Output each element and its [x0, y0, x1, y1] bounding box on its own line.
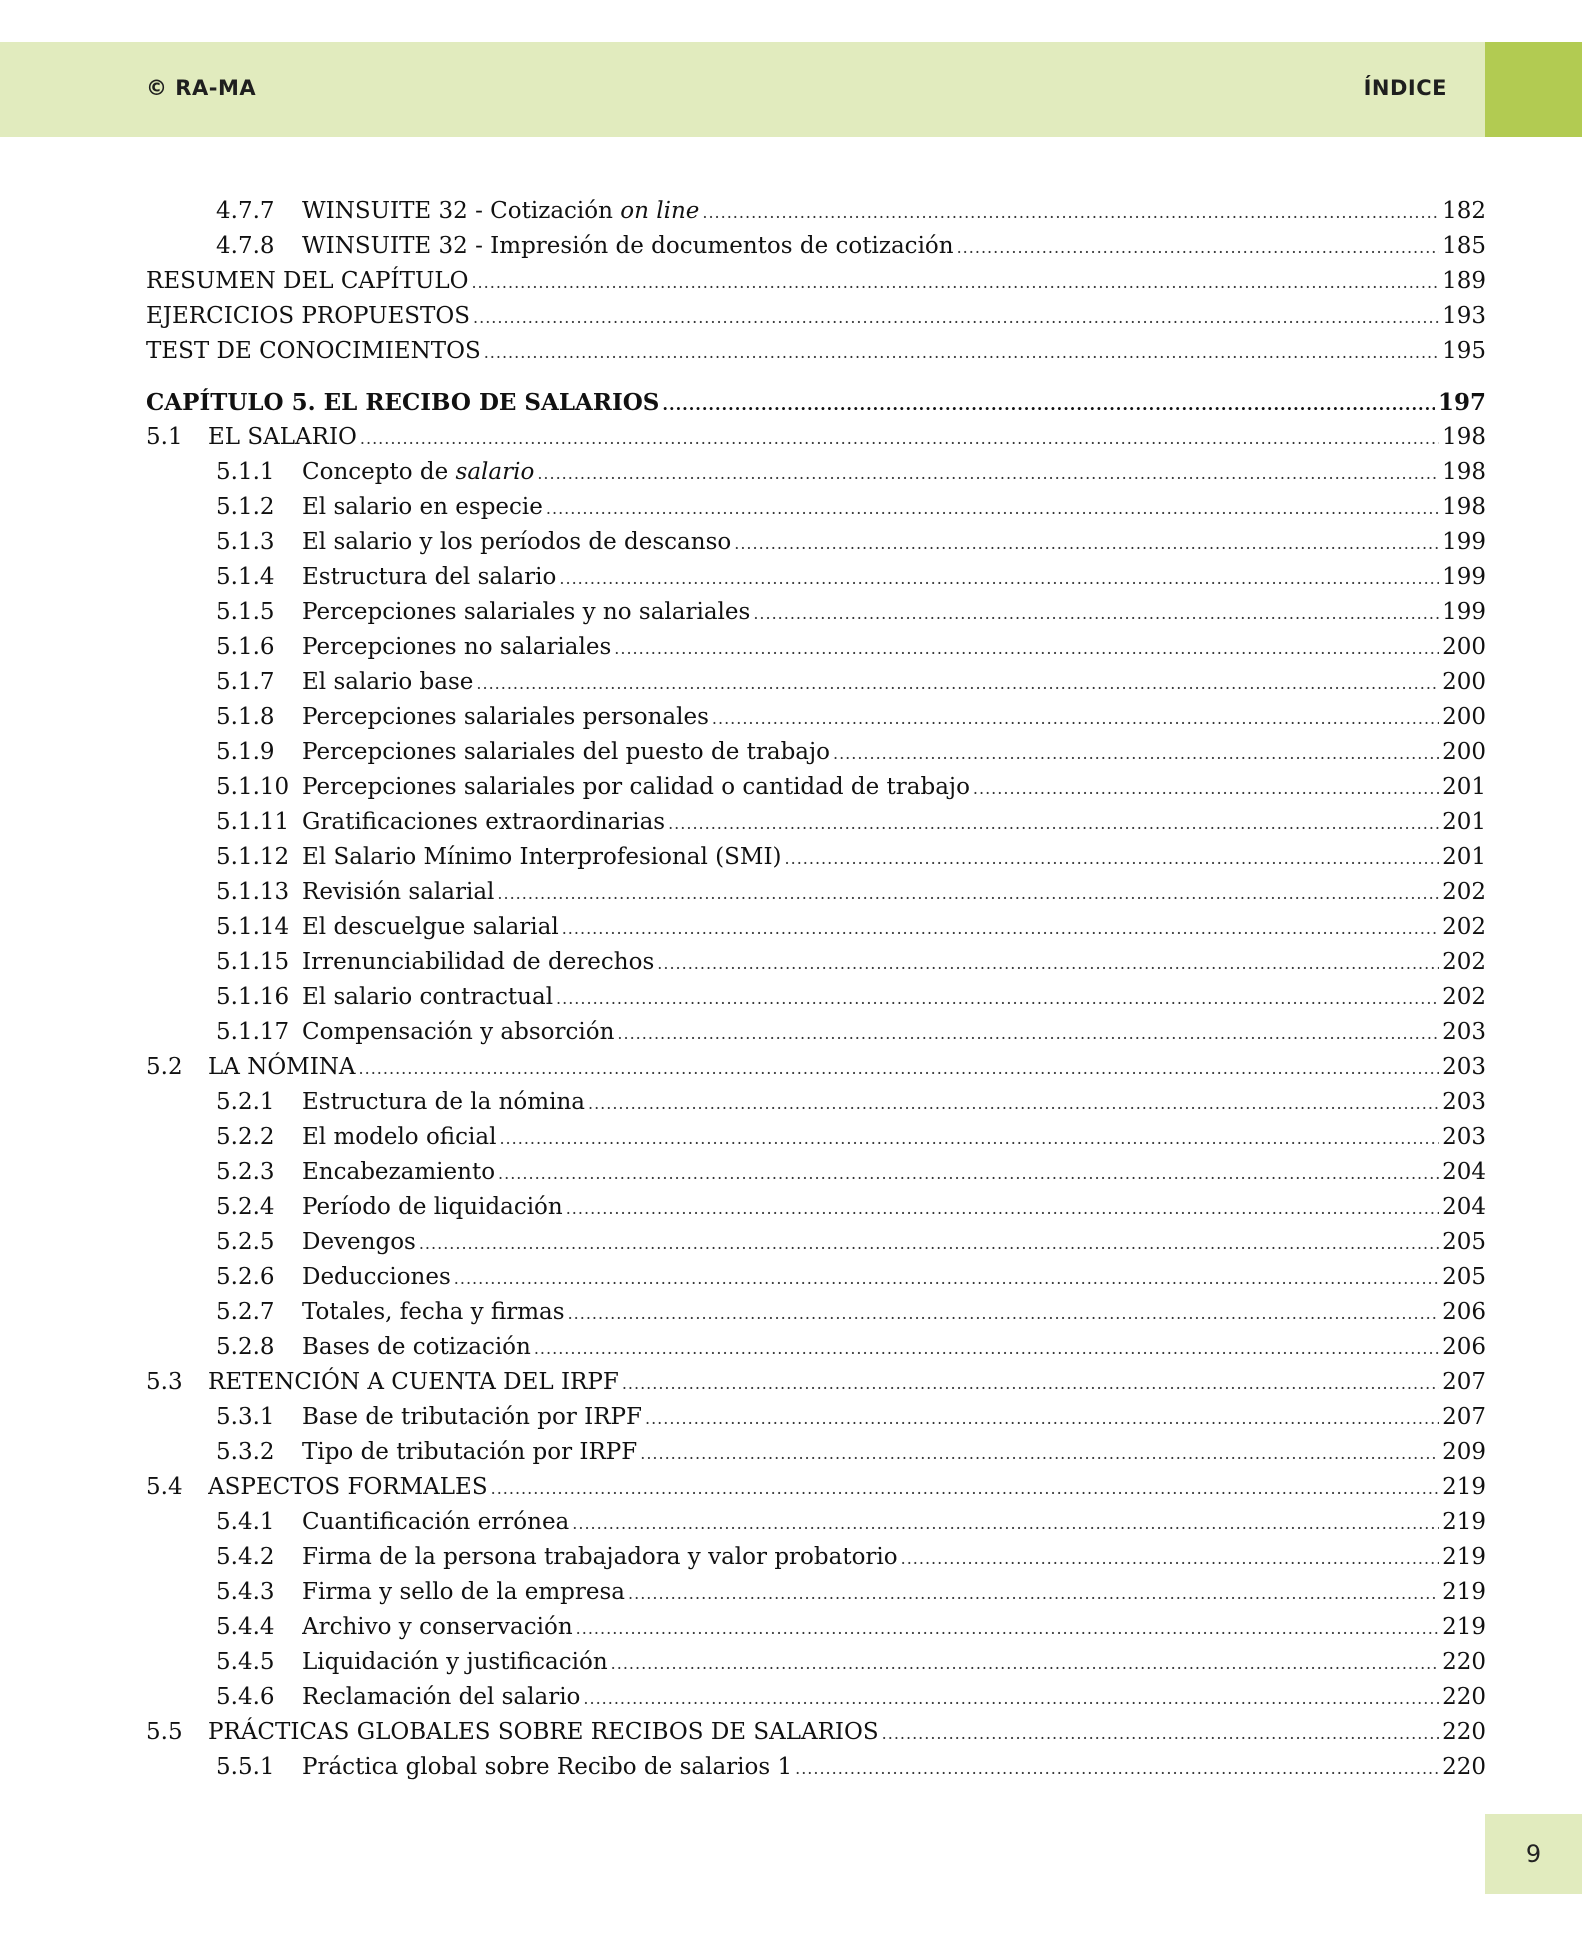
toc-entry [0, 770, 1582, 805]
dot-leader [657, 946, 1439, 981]
toc-entry-title: Estructura del salario [302, 564, 557, 590]
toc-entry-number: 5.5.1 [216, 1754, 275, 1780]
dot-leader [973, 771, 1439, 806]
toc-entry-number: 5.1.12 [216, 844, 290, 870]
toc-entry [0, 665, 1582, 700]
dot-leader [833, 736, 1439, 771]
toc-entry-title: El salario contractual [302, 984, 554, 1010]
toc-entry-number: 5.2.8 [216, 1334, 275, 1360]
toc-entry-number: 4.7.8 [216, 233, 275, 259]
dot-leader [882, 1716, 1439, 1751]
toc-entry [0, 945, 1582, 980]
dot-leader [795, 1751, 1439, 1786]
toc-entry-title: RESUMEN DEL CAPÍTULO [146, 268, 469, 294]
toc-entry-number: 5.4 [146, 1474, 183, 1500]
toc-entry-page: 219 [1442, 1474, 1486, 1500]
toc-entry-title: Práctica global sobre Recibo de salarios 1 [302, 1754, 793, 1780]
dot-leader [957, 230, 1440, 265]
toc-entry-number: 5.1.2 [216, 494, 275, 520]
toc-entry [0, 1470, 1582, 1505]
toc-entry-title: Período de liquidación [302, 1194, 563, 1220]
dot-leader [576, 1611, 1439, 1646]
dot-leader [491, 1471, 1439, 1506]
toc-entry-page: 220 [1442, 1649, 1486, 1675]
dot-leader [611, 1646, 1439, 1681]
dot-leader [484, 335, 1439, 370]
toc-entry [0, 1400, 1582, 1435]
dot-leader [785, 841, 1440, 876]
toc-entry-title: RETENCIÓN A CUENTA DEL IRPF [208, 1369, 619, 1395]
toc-entry-title: El salario en especie [302, 494, 543, 520]
toc-entry-page: 193 [1442, 303, 1486, 329]
dot-leader [562, 911, 1439, 946]
dot-leader [640, 1436, 1439, 1471]
toc-entry-page: 203 [1442, 1019, 1486, 1045]
toc-entry [0, 1750, 1582, 1785]
toc-entry [0, 1050, 1582, 1085]
toc-entry [0, 490, 1582, 525]
toc-entry-page: 207 [1442, 1404, 1486, 1430]
toc-entry-title: Bases de cotización [302, 1334, 531, 1360]
toc-entry [0, 1680, 1582, 1715]
toc-entry [0, 1645, 1582, 1680]
toc-entry-number: 5.4.2 [216, 1544, 275, 1570]
page-number: 9 [1525, 1840, 1542, 1868]
dot-leader [568, 1296, 1440, 1331]
dot-leader [753, 596, 1439, 631]
toc-entry-page: 199 [1442, 599, 1486, 625]
toc-entry-title: El modelo oficial [302, 1124, 497, 1150]
toc-entry-number: 5.1.5 [216, 599, 275, 625]
toc-entry-title: Irrenunciabilidad de derechos [302, 949, 655, 975]
toc-entry-page: 206 [1442, 1299, 1486, 1325]
dot-leader [617, 1016, 1439, 1051]
toc-entry [0, 264, 1582, 299]
toc-entry-page: 203 [1442, 1124, 1486, 1150]
dot-leader [556, 981, 1439, 1016]
dot-leader [359, 1051, 1440, 1086]
toc-entry-page: 200 [1442, 634, 1486, 660]
toc-entry-page: 219 [1442, 1544, 1486, 1570]
toc-entry-number: 5.1.9 [216, 739, 275, 765]
toc-entry-page: 219 [1442, 1614, 1486, 1640]
header-accent-block [1485, 42, 1582, 137]
toc-entry [0, 1330, 1582, 1365]
toc-entry-title: Percepciones salariales y no salariales [302, 599, 751, 625]
toc-entry-page: 199 [1442, 529, 1486, 555]
toc-entry-page: 202 [1442, 949, 1486, 975]
dot-leader [454, 1261, 1439, 1296]
toc-entry-title: Archivo y conservación [302, 1614, 573, 1640]
dot-leader [499, 1121, 1439, 1156]
toc-entry-page: 200 [1442, 739, 1486, 765]
toc-entry-page: 203 [1442, 1054, 1486, 1080]
toc-entry-number: 5.4.3 [216, 1579, 275, 1605]
toc-entry-number: 5.5 [146, 1719, 183, 1745]
dot-leader [559, 561, 1439, 596]
toc-entry-number: 5.4.5 [216, 1649, 275, 1675]
toc-entry-title: WINSUITE 32 - Impresión de documentos de cotización [302, 233, 954, 259]
toc-entry [0, 1365, 1582, 1400]
toc-entry [0, 980, 1582, 1015]
toc-entry [0, 1540, 1582, 1575]
toc-entry-title: WINSUITE 32 - Cotización on line [302, 198, 700, 224]
toc-entry-title: El salario y los períodos de descanso [302, 529, 732, 555]
toc-entry-number: 5.4.4 [216, 1614, 275, 1640]
dot-leader [419, 1226, 1439, 1261]
toc-entry-number: 5.1.4 [216, 564, 275, 590]
toc-entry [0, 1435, 1582, 1470]
dot-leader [734, 526, 1439, 561]
toc-entry-page: 219 [1442, 1509, 1486, 1535]
toc-entry-title: CAPÍTULO 5. EL RECIBO DE SALARIOS [146, 389, 660, 416]
dot-leader [614, 631, 1439, 666]
toc-entry [0, 1575, 1582, 1610]
toc-entry-number: 5.1.14 [216, 914, 290, 940]
toc-entry [0, 1120, 1582, 1155]
toc-entry-title: EL SALARIO [208, 424, 357, 450]
dot-leader [572, 1506, 1439, 1541]
dot-leader [498, 1156, 1439, 1191]
toc-entry-number: 5.1.17 [216, 1019, 290, 1045]
dot-leader [628, 1576, 1439, 1611]
toc-entry-page: 197 [1437, 389, 1486, 416]
toc-entry [0, 1610, 1582, 1645]
toc-entry-title: Revisión salarial [302, 879, 495, 905]
toc-entry-title: PRÁCTICAS GLOBALES SOBRE RECIBOS DE SALARIOS [208, 1719, 879, 1745]
dot-leader [534, 1331, 1439, 1366]
toc-entry-number: 5.1.6 [216, 634, 275, 660]
toc-entry-number: 5.4.6 [216, 1684, 275, 1710]
toc-entry-page: 200 [1442, 669, 1486, 695]
toc-entry-number: 5.2.3 [216, 1159, 275, 1185]
toc-entry [0, 194, 1582, 229]
toc-entry-title: EJERCICIOS PROPUESTOS [146, 303, 471, 329]
toc-entry [0, 1295, 1582, 1330]
toc-entry [0, 334, 1582, 369]
toc-entry-number: 5.2.4 [216, 1194, 275, 1220]
dot-leader [537, 456, 1439, 491]
dot-leader [471, 265, 1439, 300]
dot-leader [497, 876, 1439, 911]
toc-entry [0, 299, 1582, 334]
toc-entry-page: 220 [1442, 1754, 1486, 1780]
toc-entry-page: 198 [1442, 459, 1486, 485]
toc-entry-title: Tipo de tributación por IRPF [302, 1439, 638, 1465]
dot-leader [622, 1366, 1439, 1401]
toc-entry [0, 735, 1582, 770]
toc-entry [0, 560, 1582, 595]
toc-entry-page: 219 [1442, 1579, 1486, 1605]
section-title: ÍNDICE [1363, 76, 1447, 100]
toc-entry-title: Estructura de la nómina [302, 1089, 585, 1115]
toc-entry-number: 5.1.15 [216, 949, 290, 975]
toc-entry-number: 5.1.16 [216, 984, 290, 1010]
toc-entry-title: Cuantificación errónea [302, 1509, 570, 1535]
toc-entry-title: LA NÓMINA [208, 1054, 356, 1080]
dot-leader [901, 1541, 1439, 1576]
toc-entry-title: ASPECTOS FORMALES [208, 1474, 488, 1500]
toc-entry-page: 204 [1442, 1159, 1486, 1185]
toc-entry-title: Devengos [302, 1229, 416, 1255]
toc-entry-page: 189 [1442, 268, 1486, 294]
dot-leader [588, 1086, 1439, 1121]
toc-entry [0, 1715, 1582, 1750]
toc-entry-title: Deducciones [302, 1264, 451, 1290]
toc-entry [0, 1155, 1582, 1190]
toc-entry-page: 207 [1442, 1369, 1486, 1395]
toc-entry-page: 199 [1442, 564, 1486, 590]
dot-leader [662, 387, 1435, 422]
dot-leader [360, 421, 1439, 456]
toc-entry-page: 198 [1442, 494, 1486, 520]
toc-entry-title: Percepciones salariales del puesto de trabajo [302, 739, 830, 765]
dot-leader [712, 701, 1439, 736]
toc-entry-number: 5.2.5 [216, 1229, 275, 1255]
toc-entry-title: Concepto de salario [302, 459, 535, 485]
toc-entry-number: 5.3 [146, 1369, 183, 1395]
toc-entry-number: 5.1.1 [216, 459, 275, 485]
toc-entry [0, 229, 1582, 264]
toc-entry-page: 202 [1442, 984, 1486, 1010]
toc-entry-number: 5.1.8 [216, 704, 275, 730]
toc-entry [0, 700, 1582, 735]
toc-entry-title: Percepciones salariales por calidad o cantidad de trabajo [302, 774, 970, 800]
toc-entry [0, 455, 1582, 490]
toc-entry-page: 203 [1442, 1089, 1486, 1115]
toc-entry [0, 805, 1582, 840]
publisher-label: © RA-MA [146, 76, 257, 100]
toc-entry [0, 595, 1582, 630]
toc-entry-title: Percepciones no salariales [302, 634, 612, 660]
toc-entry-page: 205 [1442, 1229, 1486, 1255]
toc-entry-number: 5.1.10 [216, 774, 290, 800]
toc-entry-title: Base de tributación por IRPF [302, 1404, 642, 1430]
toc-entry-title: Totales, fecha y firmas [302, 1299, 565, 1325]
toc-entry-page: 202 [1442, 879, 1486, 905]
toc-entry-title: Firma de la persona trabajadora y valor probatorio [302, 1544, 898, 1570]
dot-leader [668, 806, 1439, 841]
toc-entry [0, 630, 1582, 665]
toc-entry-page: 201 [1442, 844, 1486, 870]
toc-entry-number: 5.2 [146, 1054, 183, 1080]
toc-entry-number: 5.3.1 [216, 1404, 275, 1430]
toc-entry [0, 840, 1582, 875]
toc-entry-title: Firma y sello de la empresa [302, 1579, 626, 1605]
toc-entry [0, 1505, 1582, 1540]
toc-entry-number: 5.1.7 [216, 669, 275, 695]
toc-entry-title: Reclamación del salario [302, 1684, 581, 1710]
toc-entry-title: El salario base [302, 669, 474, 695]
toc-entry-page: 209 [1442, 1439, 1486, 1465]
toc-entry [0, 1190, 1582, 1225]
toc-entry-title: El descuelgue salarial [302, 914, 559, 940]
toc-entry-page: 220 [1442, 1719, 1486, 1745]
dot-leader [583, 1681, 1439, 1716]
dot-leader [473, 300, 1439, 335]
toc-entry-number: 5.1.11 [216, 809, 290, 835]
toc-entry [0, 875, 1582, 910]
dot-leader [702, 195, 1439, 230]
toc-entry-page: 201 [1442, 774, 1486, 800]
toc-entry-page: 200 [1442, 704, 1486, 730]
toc-entry [0, 1085, 1582, 1120]
toc-entry-number: 5.2.2 [216, 1124, 275, 1150]
toc-entry-page: 182 [1442, 198, 1486, 224]
toc-entry-page: 205 [1442, 1264, 1486, 1290]
toc-entry-number: 5.4.1 [216, 1509, 275, 1535]
toc-entry-number: 4.7.7 [216, 198, 275, 224]
page-number-box [1485, 1814, 1582, 1894]
toc-entry-number: 5.3.2 [216, 1439, 275, 1465]
toc-entry-title: El Salario Mínimo Interprofesional (SMI) [302, 844, 782, 870]
toc-entry [0, 420, 1582, 455]
toc-entry-page: 198 [1442, 424, 1486, 450]
toc-entry-title: Percepciones salariales personales [302, 704, 709, 730]
toc-entry-number: 5.2.6 [216, 1264, 275, 1290]
toc-entry-title: Liquidación y justificación [302, 1649, 608, 1675]
dot-leader [566, 1191, 1439, 1226]
toc-entry-title: TEST DE CONOCIMIENTOS [146, 338, 481, 364]
dot-leader [546, 491, 1439, 526]
toc-entry-page: 206 [1442, 1334, 1486, 1360]
toc-entry-number: 5.1.13 [216, 879, 290, 905]
toc-entry-title: Encabezamiento [302, 1159, 496, 1185]
toc-entry [0, 525, 1582, 560]
toc-entry-number: 5.1 [146, 424, 183, 450]
toc-entry-page: 220 [1442, 1684, 1486, 1710]
toc-entry [0, 1260, 1582, 1295]
dot-leader [645, 1401, 1439, 1436]
toc-entry-page: 185 [1442, 233, 1486, 259]
toc-entry [0, 910, 1582, 945]
toc-entry-page: 201 [1442, 809, 1486, 835]
toc-entry [0, 385, 1582, 420]
toc-entry [0, 1015, 1582, 1050]
toc-entry-number: 5.1.3 [216, 529, 275, 555]
toc-entry-page: 204 [1442, 1194, 1486, 1220]
toc-entry-page: 195 [1442, 338, 1486, 364]
dot-leader [476, 666, 1439, 701]
toc-entry [0, 1225, 1582, 1260]
toc-entry-title: Gratificaciones extraordinarias [302, 809, 666, 835]
toc-entry-number: 5.2.7 [216, 1299, 275, 1325]
toc-entry-title: Compensación y absorción [302, 1019, 615, 1045]
toc-entry-page: 202 [1442, 914, 1486, 940]
toc-entry-number: 5.2.1 [216, 1089, 275, 1115]
